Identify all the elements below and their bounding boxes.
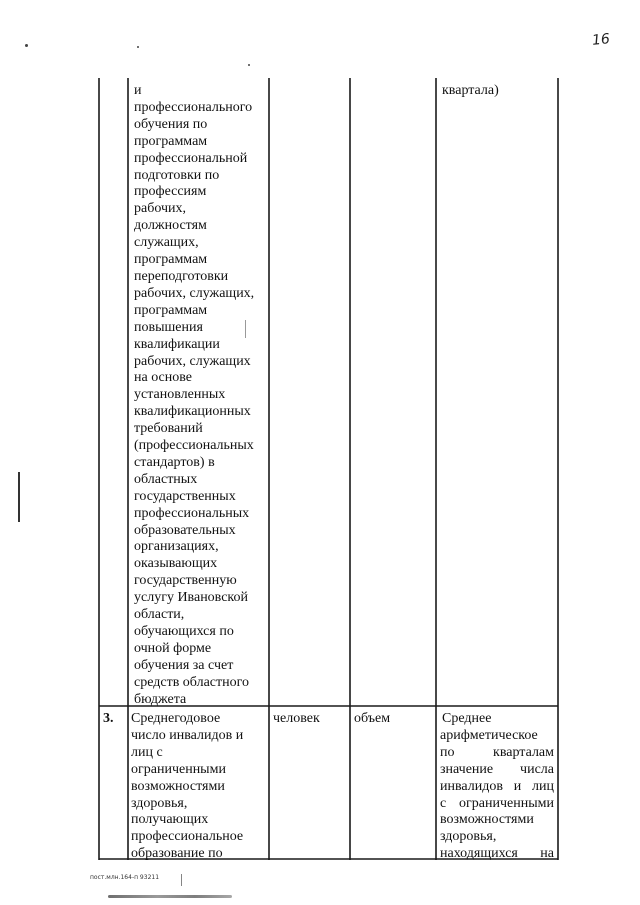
method-line: с ограниченными — [440, 795, 554, 811]
type-cell: объем — [354, 711, 391, 726]
method-line: арифметическое — [440, 727, 538, 743]
row-number: 3. — [103, 711, 114, 726]
method-line: находящихся на — [440, 846, 554, 862]
method-line: Среднее — [442, 711, 492, 726]
method-line: инвалидов и лиц — [440, 778, 554, 794]
method-line: по кварталам — [440, 744, 554, 760]
footer-scribble — [108, 895, 232, 898]
method-line: возможностями — [440, 812, 534, 828]
footer-document-code: пост.млн.164-п 93211 — [90, 874, 160, 881]
page-number: 16 — [591, 31, 611, 49]
indicator-cell-continued: и профессионального обучения по программам профессиональной подготовки по профессиям рабочих, должностям служащих, программам переподготовки рабочих, служащих, программам повышения квалификации рабочих, служащих на основе установленных квалификационных требований (профессиональных стандартов) в областных государственных профессиональных образовательных организациях, оказывающих государственную услугу Ивановской области, обучающихся по очной форме обучения за счет средств областного бюджета — [134, 83, 255, 707]
method-line: здоровья, — [440, 829, 497, 845]
scan-mark — [181, 874, 182, 886]
method-cell — [440, 711, 554, 863]
unit-cell: человек — [273, 711, 320, 726]
method-line: значение числа — [440, 761, 554, 777]
method-cell-continued: квартала) — [442, 83, 499, 98]
indicator-cell: Среднегодовое число инвалидов и лиц с ограниченными возможностями здоровья, получающих профессиональное образование по — [131, 711, 244, 862]
